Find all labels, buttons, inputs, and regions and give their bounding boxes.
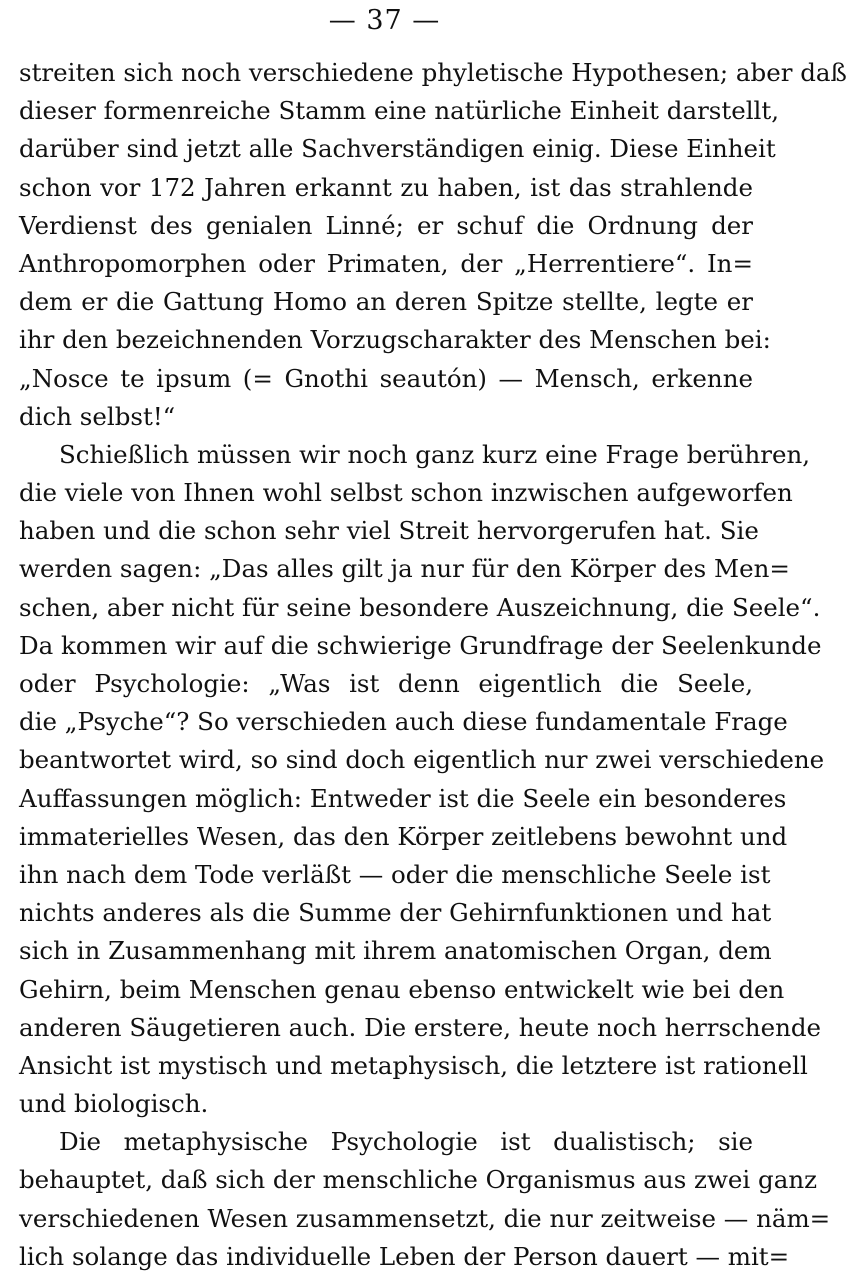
text-line: immaterielles Wesen, das den Körper zeitlebens bewohnt und bbox=[19, 821, 788, 851]
text-line: oder Psychologie: „Was ist denn eigentlich die Seele, bbox=[19, 669, 753, 698]
text-line: verschiedenen Wesen zusammensetzt, die nur zeitweise — näm= bbox=[19, 1203, 831, 1233]
text-line: ihn nach dem Tode verläßt — oder die menschliche Seele ist bbox=[19, 859, 771, 889]
text-line: haben und die schon sehr viel Streit hervorgerufen hat. Sie bbox=[19, 516, 759, 546]
text-line: sich in Zusammenhang mit ihrem anatomischen Organ, dem bbox=[19, 936, 772, 966]
text-line: werden sagen: „Das alles gilt ja nur für den Körper des Men= bbox=[19, 554, 790, 584]
text-line: die viele von Ihnen wohl selbst schon inzwischen aufgeworfen bbox=[19, 478, 793, 508]
text-line: Verdienst des genialen Linné; er schuf die Ordnung der bbox=[19, 210, 753, 240]
text-line: schen, aber nicht für seine besondere Auszeichnung, die Seele“. bbox=[19, 592, 821, 622]
body-text bbox=[19, 54, 847, 1276]
text-line: Gehirn, beim Menschen genau ebenso entwickelt wie bei den bbox=[19, 974, 785, 1004]
text-line: Auffassungen möglich: Entweder ist die Seele ein besonderes bbox=[19, 783, 787, 813]
text-line: die „Psyche“? So verschieden auch diese fundamentale Frage bbox=[19, 707, 788, 737]
text-line: nichts anderes als die Summe der Gehirnfunktionen und hat bbox=[19, 898, 772, 928]
text-line: dieser formenreiche Stamm eine natürliche Einheit darstellt, bbox=[19, 96, 780, 126]
text-line: dem er die Gattung Homo an deren Spitze stellte, legte er bbox=[19, 287, 753, 317]
text-line: beantwortet wird, so sind doch eigentlich nur zwei verschiedene bbox=[19, 745, 825, 775]
text-line: Anthropomorphen oder Primaten, der „Herrentiere“. In= bbox=[19, 248, 753, 278]
text-line: lich solange das individuelle Leben der Person dauert — mit= bbox=[19, 1241, 790, 1271]
text-line: ihr den bezeichnenden Vorzugscharakter des Menschen bei: bbox=[19, 325, 771, 355]
page-number: — 37 — bbox=[328, 5, 441, 36]
text-line: behauptet, daß sich der menschliche Organismus aus zwei ganz bbox=[19, 1165, 818, 1195]
text-line: und biologisch. bbox=[19, 1089, 209, 1119]
text-line: Da kommen wir auf die schwierige Grundfrage der Seelenkunde bbox=[19, 630, 822, 660]
text-line: schon vor 172 Jahren erkannt zu haben, ist das strahlende bbox=[19, 172, 753, 202]
text-line: dich selbst!“ bbox=[19, 401, 176, 431]
text-line: darüber sind jetzt alle Sachverständigen einig. Diese Einheit bbox=[19, 134, 776, 164]
text-line: anderen Säugetieren auch. Die erstere, heute noch herrschende bbox=[19, 1012, 822, 1042]
text-line: Die metaphysische Psychologie ist dualistisch; sie bbox=[59, 1127, 753, 1157]
text-line: Schießlich müssen wir noch ganz kurz eine Frage berühren, bbox=[59, 439, 811, 469]
text-line: streiten sich noch verschiedene phyletische Hypothesen; aber daß bbox=[19, 58, 847, 87]
text-line: Ansicht ist mystisch und metaphysisch, die letztere ist rationell bbox=[19, 1050, 808, 1080]
text-line: „Nosce te ipsum (= Gnothi seautón) — Mensch, erkenne bbox=[19, 363, 753, 393]
